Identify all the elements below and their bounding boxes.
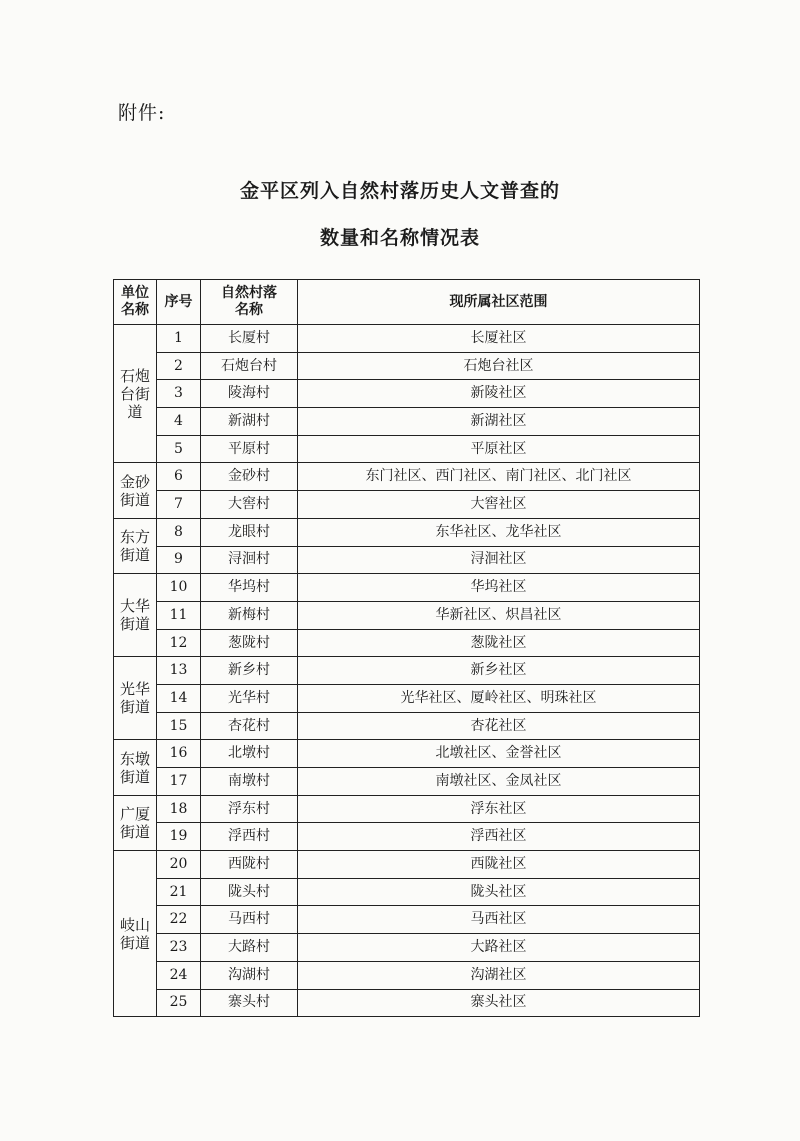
table-header-row (114, 280, 700, 325)
seq-cell: 19 (157, 823, 201, 851)
seq-cell: 23 (157, 934, 201, 962)
village-name-cell: 大路村 (201, 934, 298, 962)
unit-name: 光华街道 (119, 680, 150, 717)
seq-cell: 10 (157, 574, 201, 602)
community-cell: 新乡社区 (298, 657, 700, 685)
header-unit-name (114, 280, 157, 325)
community-cell: 陇头社区 (298, 878, 700, 906)
village-name-cell: 大窖村 (201, 491, 298, 519)
table-row (114, 740, 700, 768)
table-row (114, 491, 700, 519)
village-name-cell: 浮东村 (201, 795, 298, 823)
community-cell: 新湖社区 (298, 408, 700, 436)
village-name-cell: 陵海村 (201, 380, 298, 408)
attachment-label: 附件: (118, 102, 166, 124)
community-cell: 华坞社区 (298, 574, 700, 602)
village-name-cell: 平原村 (201, 435, 298, 463)
unit-name-cell (114, 740, 157, 795)
village-name-cell: 长厦村 (201, 325, 298, 353)
header-village-line2: 名称 (235, 302, 263, 318)
title-line-1: 金平区列入自然村落历史人文普查的 (239, 180, 560, 202)
seq-cell: 20 (157, 851, 201, 879)
seq-cell: 6 (157, 463, 201, 491)
unit-name-cell (114, 795, 157, 850)
seq-cell: 5 (157, 435, 201, 463)
unit-name-cell (114, 325, 157, 463)
seq-cell: 21 (157, 878, 201, 906)
table-row (114, 684, 700, 712)
village-name-cell: 南墩村 (201, 768, 298, 796)
table-row (114, 934, 700, 962)
seq-cell: 25 (157, 989, 201, 1017)
community-cell: 浔洄社区 (298, 546, 700, 574)
seq-cell: 11 (157, 601, 201, 629)
village-census-table (113, 279, 700, 1017)
unit-name-cell (114, 574, 157, 657)
unit-name: 金砂街道 (119, 472, 150, 509)
seq-cell: 16 (157, 740, 201, 768)
unit-name-cell (114, 851, 157, 1017)
table-row (114, 961, 700, 989)
seq-cell: 8 (157, 518, 201, 546)
community-cell: 石炮台社区 (298, 352, 700, 380)
village-name-cell: 沟湖村 (201, 961, 298, 989)
village-name-cell: 西陇村 (201, 851, 298, 879)
table-row (114, 601, 700, 629)
seq-cell: 13 (157, 657, 201, 685)
community-cell: 长厦社区 (298, 325, 700, 353)
seq-cell: 14 (157, 684, 201, 712)
community-cell: 大路社区 (298, 934, 700, 962)
community-cell: 平原社区 (298, 435, 700, 463)
table-row (114, 463, 700, 491)
table-row (114, 352, 700, 380)
village-name-cell: 浮西村 (201, 823, 298, 851)
table-row (114, 408, 700, 436)
village-name-cell: 寨头村 (201, 989, 298, 1017)
table-row (114, 823, 700, 851)
table-row (114, 989, 700, 1017)
community-cell: 寨头社区 (298, 989, 700, 1017)
seq-cell: 22 (157, 906, 201, 934)
seq-cell: 17 (157, 768, 201, 796)
community-cell: 南墩社区、金凤社区 (298, 768, 700, 796)
table-row (114, 906, 700, 934)
village-name-cell: 葱陇村 (201, 629, 298, 657)
unit-name: 岐山街道 (119, 915, 150, 952)
community-cell: 光华社区、厦岭社区、明珠社区 (298, 684, 700, 712)
table-row (114, 435, 700, 463)
table-row (114, 768, 700, 796)
village-name-cell: 新梅村 (201, 601, 298, 629)
unit-name-cell (114, 657, 157, 740)
seq-cell: 15 (157, 712, 201, 740)
community-cell: 浮东社区 (298, 795, 700, 823)
community-cell: 西陇社区 (298, 851, 700, 879)
village-name-cell: 金砂村 (201, 463, 298, 491)
community-cell: 杏花社区 (298, 712, 700, 740)
table-row (114, 380, 700, 408)
seq-cell: 24 (157, 961, 201, 989)
table-row (114, 629, 700, 657)
village-name-cell: 北墩村 (201, 740, 298, 768)
seq-cell: 12 (157, 629, 201, 657)
table-row (114, 574, 700, 602)
community-cell: 浮西社区 (298, 823, 700, 851)
village-name-cell: 光华村 (201, 684, 298, 712)
community-cell: 新陵社区 (298, 380, 700, 408)
seq-cell: 9 (157, 546, 201, 574)
community-cell: 北墩社区、金誉社区 (298, 740, 700, 768)
unit-name: 东方街道 (119, 528, 150, 564)
village-name-cell: 马西村 (201, 906, 298, 934)
seq-cell: 4 (157, 408, 201, 436)
header-village-line1: 自然村落 (221, 285, 277, 302)
header-seq: 序号 (157, 280, 201, 325)
header-community: 现所属社区范围 (298, 280, 700, 325)
village-name-cell: 浔洄村 (201, 546, 298, 574)
header-unit-line2: 名称 (121, 302, 149, 318)
table-row (114, 878, 700, 906)
seq-cell: 2 (157, 352, 201, 380)
unit-name-cell (114, 463, 157, 518)
village-name-cell: 石炮台村 (201, 352, 298, 380)
village-name-cell: 华坞村 (201, 574, 298, 602)
table-row (114, 518, 700, 546)
community-cell: 葱陇社区 (298, 629, 700, 657)
unit-name: 石炮台街道 (119, 366, 150, 421)
community-cell: 东门社区、西门社区、南门社区、北门社区 (298, 463, 700, 491)
village-name-cell: 新乡村 (201, 657, 298, 685)
table-row (114, 657, 700, 685)
unit-name: 东墩街道 (119, 749, 150, 786)
table-row (114, 851, 700, 879)
table-row (114, 325, 700, 353)
seq-cell: 18 (157, 795, 201, 823)
community-cell: 大窖社区 (298, 491, 700, 519)
table-row (114, 795, 700, 823)
community-cell: 东华社区、龙华社区 (298, 518, 700, 546)
unit-name-cell (114, 518, 157, 573)
seq-cell: 3 (157, 380, 201, 408)
community-cell: 沟湖社区 (298, 961, 700, 989)
village-name-cell: 杏花村 (201, 712, 298, 740)
village-name-cell: 新湖村 (201, 408, 298, 436)
village-name-cell: 龙眼村 (201, 518, 298, 546)
unit-name: 大华街道 (119, 597, 150, 634)
table-body (114, 325, 700, 1017)
header-unit-line1: 单位 (121, 285, 149, 302)
header-village-name (201, 280, 298, 325)
title-line-2: 数量和名称情况表 (319, 227, 480, 249)
unit-name: 广厦街道 (119, 804, 150, 841)
seq-cell: 7 (157, 491, 201, 519)
community-cell: 马西社区 (298, 906, 700, 934)
table-row (114, 712, 700, 740)
village-name-cell: 陇头村 (201, 878, 298, 906)
table-row (114, 546, 700, 574)
seq-cell: 1 (157, 325, 201, 353)
community-cell: 华新社区、炽昌社区 (298, 601, 700, 629)
